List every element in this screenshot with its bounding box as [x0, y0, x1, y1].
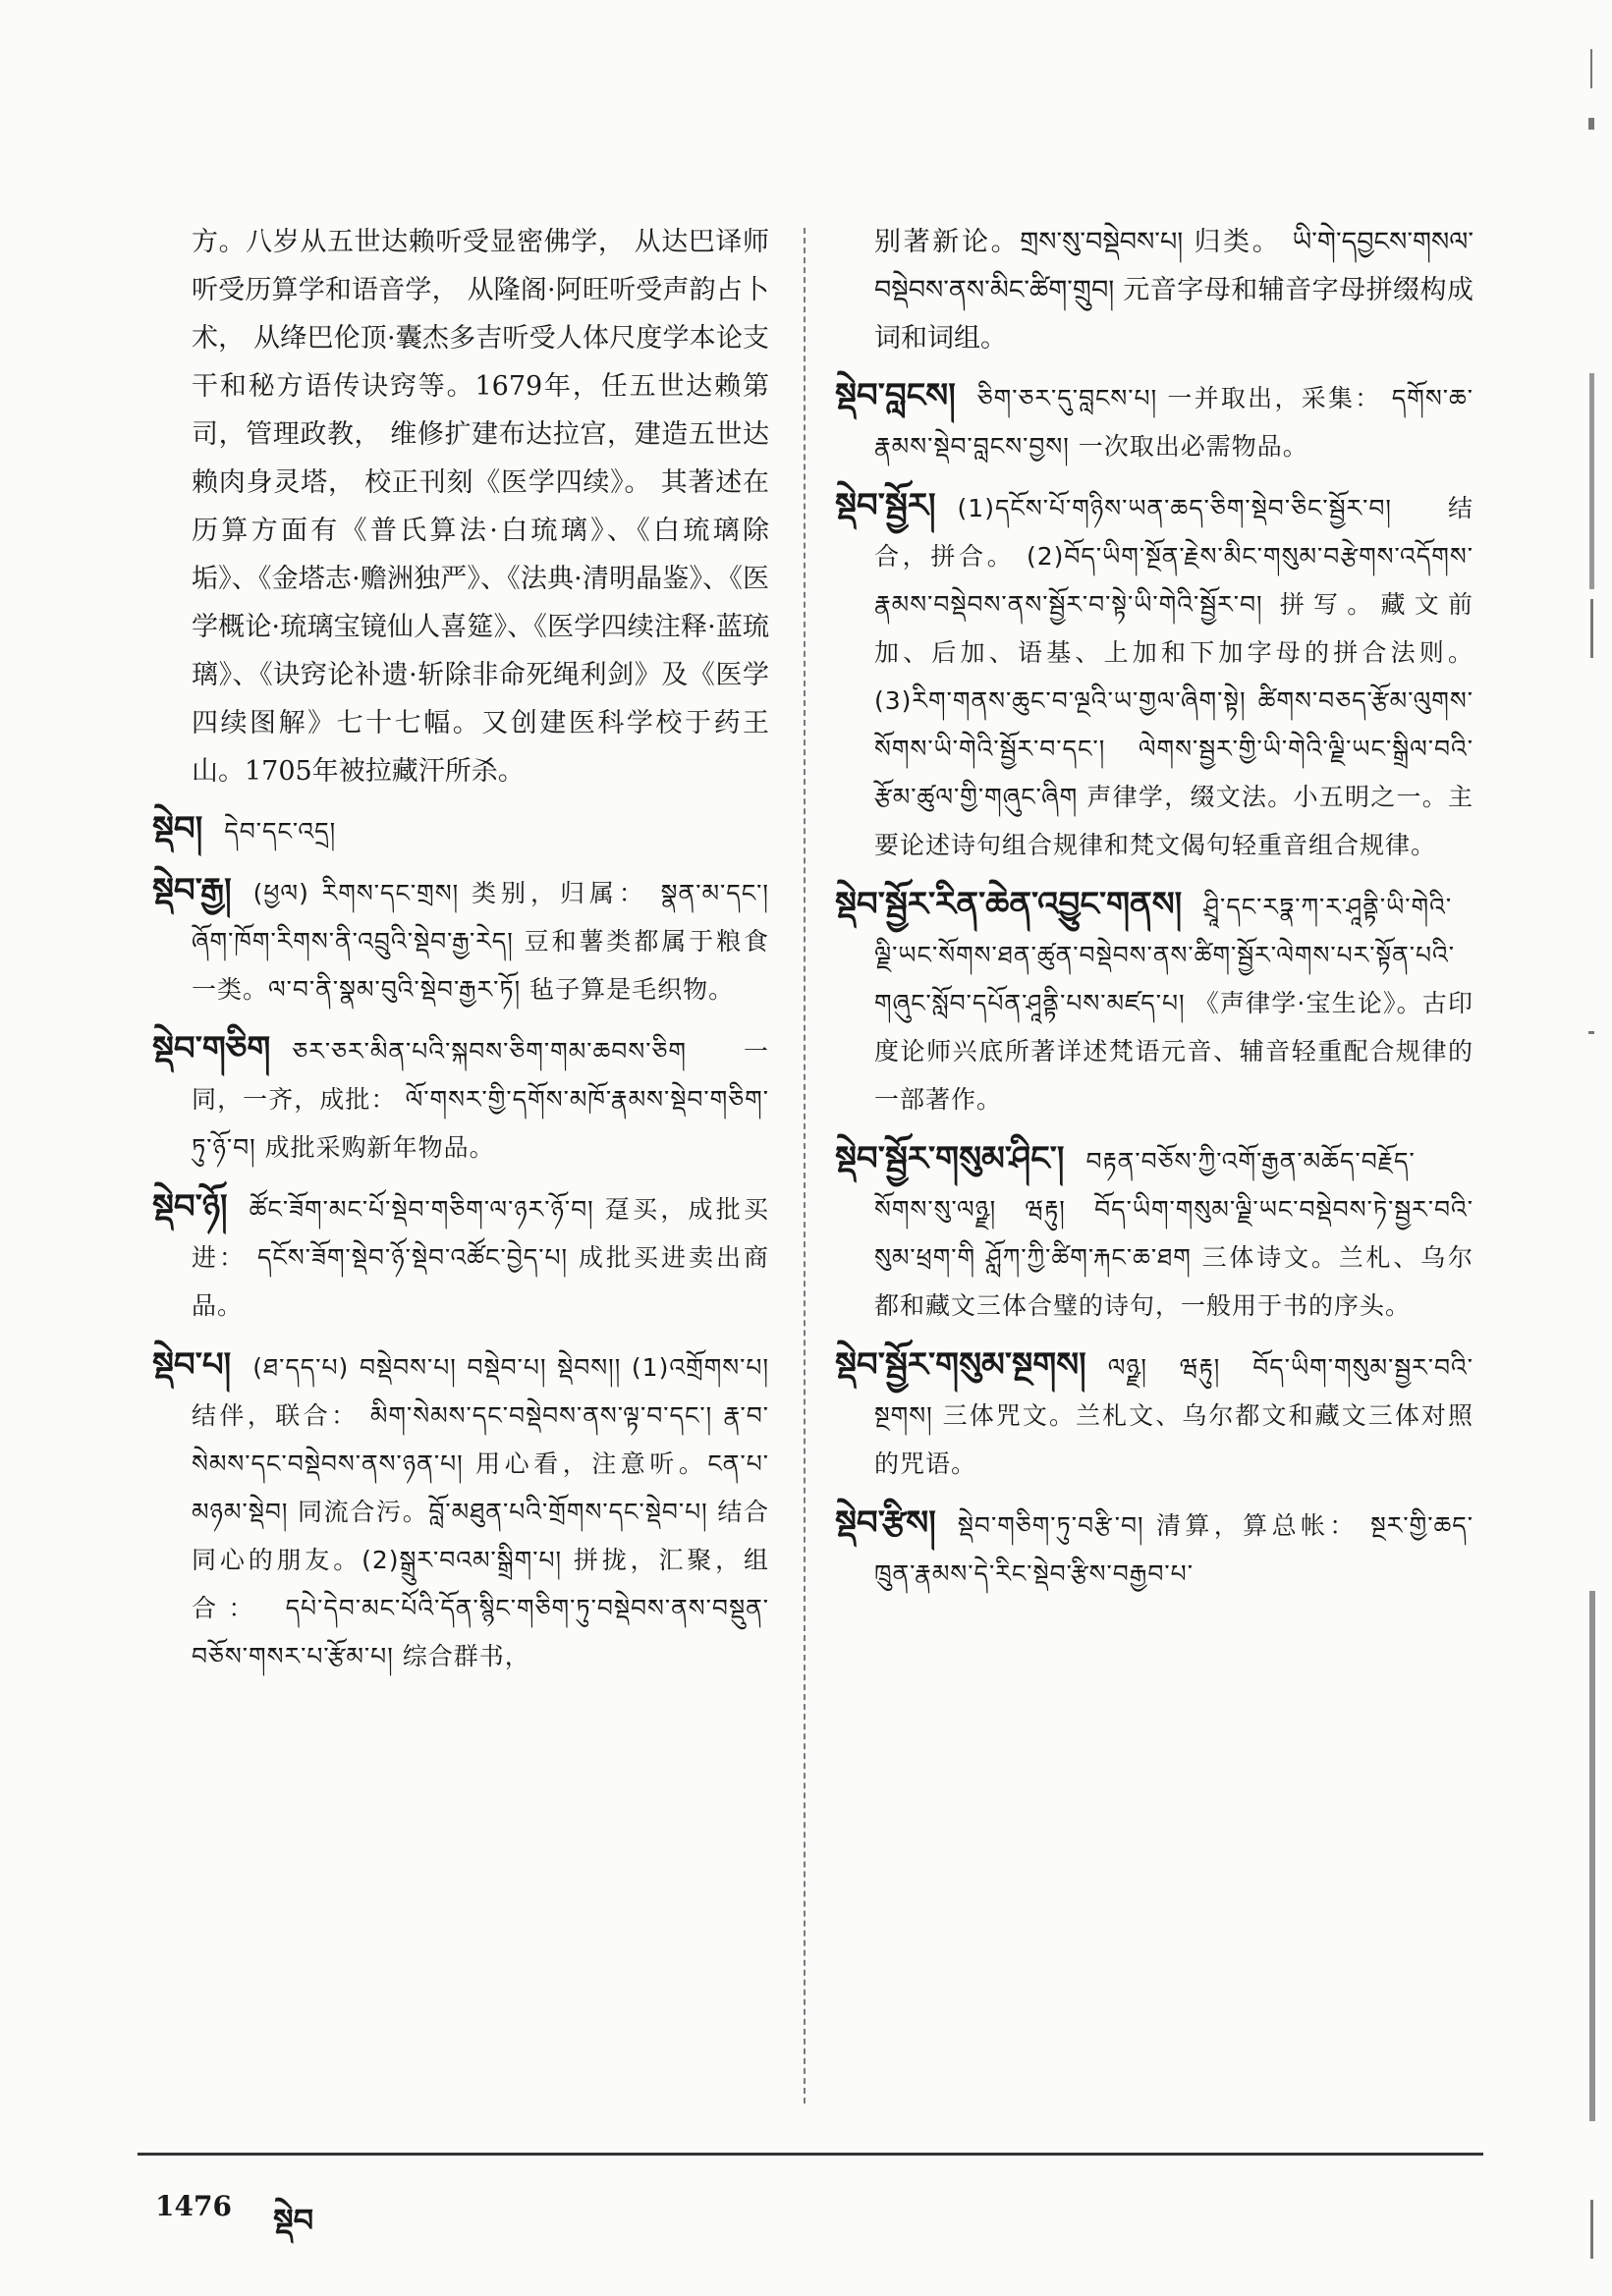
- right-column: [835, 218, 1473, 1598]
- entry-definition: ཤྲཱི་དང་རཏྣ་ཀ་ར་ཤཱནྟི་ཡི་གེའི་ལྗི་ཡང་སོགས་ཐན་ཚུན་བསྡེབས་ནས་ཚིག་སྦྱོར་ལེགས་པར་སྟོན་པའི་གཞུང་སློབ་དཔོན་ཤཱནྟི་པས་མཛད་པ། 《声律学·宝生论》。古印度论师兴底所著详述梵语元音、辅音轻重配合规律的一部著作。: [874, 893, 1473, 1114]
- entry-headword: སྡེབ་བླངས།: [835, 376, 956, 415]
- left-column: [152, 218, 769, 1680]
- entry-headword: སྡེབ་པ།: [152, 1345, 232, 1385]
- entry-sdeb-rtsis: [835, 1500, 1473, 1598]
- entry-definition: སྡེབ་གཅིག་ཏུ་བརྩི་བ། 清算，算总帐： སྔར་གྱི་ཆད་ཁྲུན་རྣམས་དེ་རིང་སྡེབ་རྩིས་བརྒྱབ་པ་: [874, 1511, 1473, 1588]
- entry-definition: (ཐ་དད་པ) བསྡེབས་པ། བསྡེབ་པ། སྡེབས།། (1)འགྲོགས་པ། 结伴，联合： མིག་སེམས་དང་བསྡེབས་ནས་ལྟ་བ་དང་། རྣ་བ་སེམས་དང་བསྡེབས་ནས་ཉན་པ། 用心看，注意听。ངན་པ་མཉམ་སྡེབ། 同流合污。བློ་མཐུན་པའི་གྲོགས་དང་སྡེབ་པ། 结合同心的朋友。(2)སྒྲུར་བའམ་སྒྲིག་པ། 拼拢，汇聚，组合： དཔེ་དེབ་མང་པོའི་དོན་སྙིང་གཅིག་ཏུ་བསྡེབས་ནས་བསྡུན་བཅོས་གསར་པ་རྩོམ་པ། 综合群书，: [192, 1353, 769, 1670]
- entry-sdeb-sbyor-gsum-shing: [835, 1135, 1473, 1330]
- entry-sdeb-sbyor-rinchen: [835, 881, 1473, 1123]
- entry-headword: སྡེབ་སྦྱོར།: [835, 486, 936, 525]
- entry-headword: སྡེབ་རྩིས།: [835, 1503, 936, 1543]
- entry-headword: སྡེབ་རྒྱ།: [152, 871, 232, 910]
- entry-sdeb-nyo: [152, 1183, 769, 1330]
- entry-headword: སྡེབ།: [152, 809, 203, 848]
- entry-headword: སྡེབ་གཅིག: [152, 1029, 271, 1068]
- entry-definition: ཅིག་ཅར་དུ་བླངས་པ། 一并取出，采集： དགོས་ཆ་རྣམས་སྡེབ་བླངས་བྱས། 一次取出必需物品。: [874, 384, 1473, 461]
- footer-rule: [138, 2153, 1483, 2156]
- entry-definition: དེབ་དང་འདྲ།: [224, 817, 337, 846]
- entry-definition: བརྟན་བཅོས་ཀྱི་འགོ་རྒྱན་མཆོད་བརྗོད་སོགས་སུ་ལཉྫ། ཝརྟུ། བོད་ཡིག་གསུམ་ལྗི་ཡང་བསྡེབས་ཏེ་སྦྱར་བའི་སུམ་ཕྲག་གི ཤློཀ་ཀྱི་ཚིག་རྐང་ཆ་ཐག 三体诗文。兰札、乌尔都和藏文三体合璧的诗句，一般用于书的序头。: [874, 1147, 1473, 1320]
- entry-sdeb-sbyor-gsum-sngags: [835, 1341, 1473, 1488]
- entry-definition: (ཕྱལ) རིགས་དང་གྲས། 类别，归属： སྣན་མ་དང་། ཞོག་ཁོག་རིགས་ནི་འབྲུའི་སྡེབ་རྒྱ་རེད། 豆和薯类都属于粮食一类。ལ་བ་ནི་སྣམ་བུའི་སྡེབ་རྒྱར་ཏོ། 毡子算是毛织物。: [192, 879, 769, 1004]
- right-intro-paragraph: 别著新论。གྲས་སུ་བསྡེབས་པ། 归类。 ཡི་གེ་དབྱངས་གསལ་བསྡེབས་ནས་མིང་ཚིག་གྲུབ། 元音字母和辅音字母拼缀构成词和词组。: [874, 227, 1473, 354]
- entry-sdeb-pa: [152, 1341, 769, 1680]
- entry-definition: ཚོང་ཟོག་མང་པོ་སྡེབ་གཅིག་ལ་ཉར་ཉོ་བ། 趸买，成批买进： དངོས་ཟོག་སྡེབ་ཉོ་སྡེབ་འཚོང་བྱེད་པ། 成批买进卖出商品。: [192, 1195, 769, 1320]
- entry-headword: སྡེབ་སྦྱོར་རིན་ཆེན་འབྱུང་གནས།: [835, 885, 1183, 924]
- entry-sdeb-gcig: [152, 1025, 769, 1172]
- entry-definition: ལཉྫ། ཝརྟུ། བོད་ཡིག་གསུམ་སྦྱར་བའི་སྔགས། 三体咒文。兰札文、乌尔都文和藏文三体对照的咒语。: [874, 1353, 1473, 1478]
- entry-definition: (1)དངོས་པོ་གཉིས་ཡན་ཆད་ཅིག་སྡེབ་ཅིང་སྦྱོར་བ། 结合，拼合。 (2)བོད་ཡིག་སྔོན་རྗེས་མིང་གསུམ་བརྩེགས་འདོགས་རྣམས་བསྡེབས་ནས་སྦྱོར་བ་སྟེ་ཡི་གེའི་སྦྱོར་བ། 拼写。藏文前加、后加、语基、上加和下加字母的拼合法则。(3)རིག་གནས་ཆུང་བ་ལྔའི་ཡ་གྱལ་ཞིག་སྟེ། ཚིགས་བཅད་རྩོམ་ལུགས་སོགས་ཡི་གེའི་སྦྱོར་བ་དང་། ལེགས་སྦྱར་གྱི་ཡི་གེའི་ལྗི་ཡང་སྒྲིལ་བའི་རྩོམ་ཚུལ་གྱི་གཞུང་ཞིག 声律学，缀文法。小五明之一。主要论述诗句组合规律和梵文偈句轻重音组合规律。: [874, 494, 1473, 859]
- running-head: སྡེབ: [273, 2202, 314, 2239]
- entry-headword: སྡེབ་སྦྱོར་གསུམ་ཤིང་།: [835, 1139, 1065, 1178]
- entry-headword: སྡེབ་ཉོ།: [152, 1187, 228, 1227]
- column-divider: [804, 228, 806, 2104]
- page-number: 1476: [155, 2190, 232, 2222]
- page-edge-marks: [1588, 49, 1598, 2259]
- left-intro-paragraph: 方。八岁从五世达赖听受显密佛学， 从达巴译师听受历算学和语音学， 从隆阁·阿旺听受声韵占卜术， 从绛巴伦顶·囊杰多吉听受人体尺度学本论支干和秘方语传诀窍等。1679年，任五世达赖第司，管理政教， 维修扩建布达拉宫，建造五世达赖肉身灵塔， 校正刊刻《医学四续》。 其著述在历算方面有《普氏算法·白琉璃》、《白琉璃除垢》、《金塔志·赡洲独严》、《法典·清明晶鉴》、《医学概论·琉璃宝镜仙人喜筵》、《医学四续注释·蓝琉璃》、《诀窍论补遗·斩除非命死绳利剑》及《医学四续图解》七十七幅。又创建医科学校于药王山。1705年被拉藏汗所杀。: [192, 227, 769, 787]
- entry-sdeb-rgya: [152, 867, 769, 1013]
- entry-sdeb-blangs: [835, 372, 1473, 470]
- entry-definition: ཅར་ཅར་མིན་པའི་སྐབས་ཅིག་གམ་ཆབས་ཅིག 一同，一齐，成批： ལོ་གསར་གྱི་དགོས་མཁོ་རྣམས་སྡེབ་གཅིག་ཏུ་ཉོ་བ། 成批采购新年物品。: [192, 1037, 769, 1162]
- entry-headword: སྡེབ་སྦྱོར་གསུམ་སྔགས།: [835, 1345, 1086, 1385]
- entry-sdeb-sbyor: [835, 482, 1473, 869]
- entry-sdeb: [152, 805, 769, 855]
